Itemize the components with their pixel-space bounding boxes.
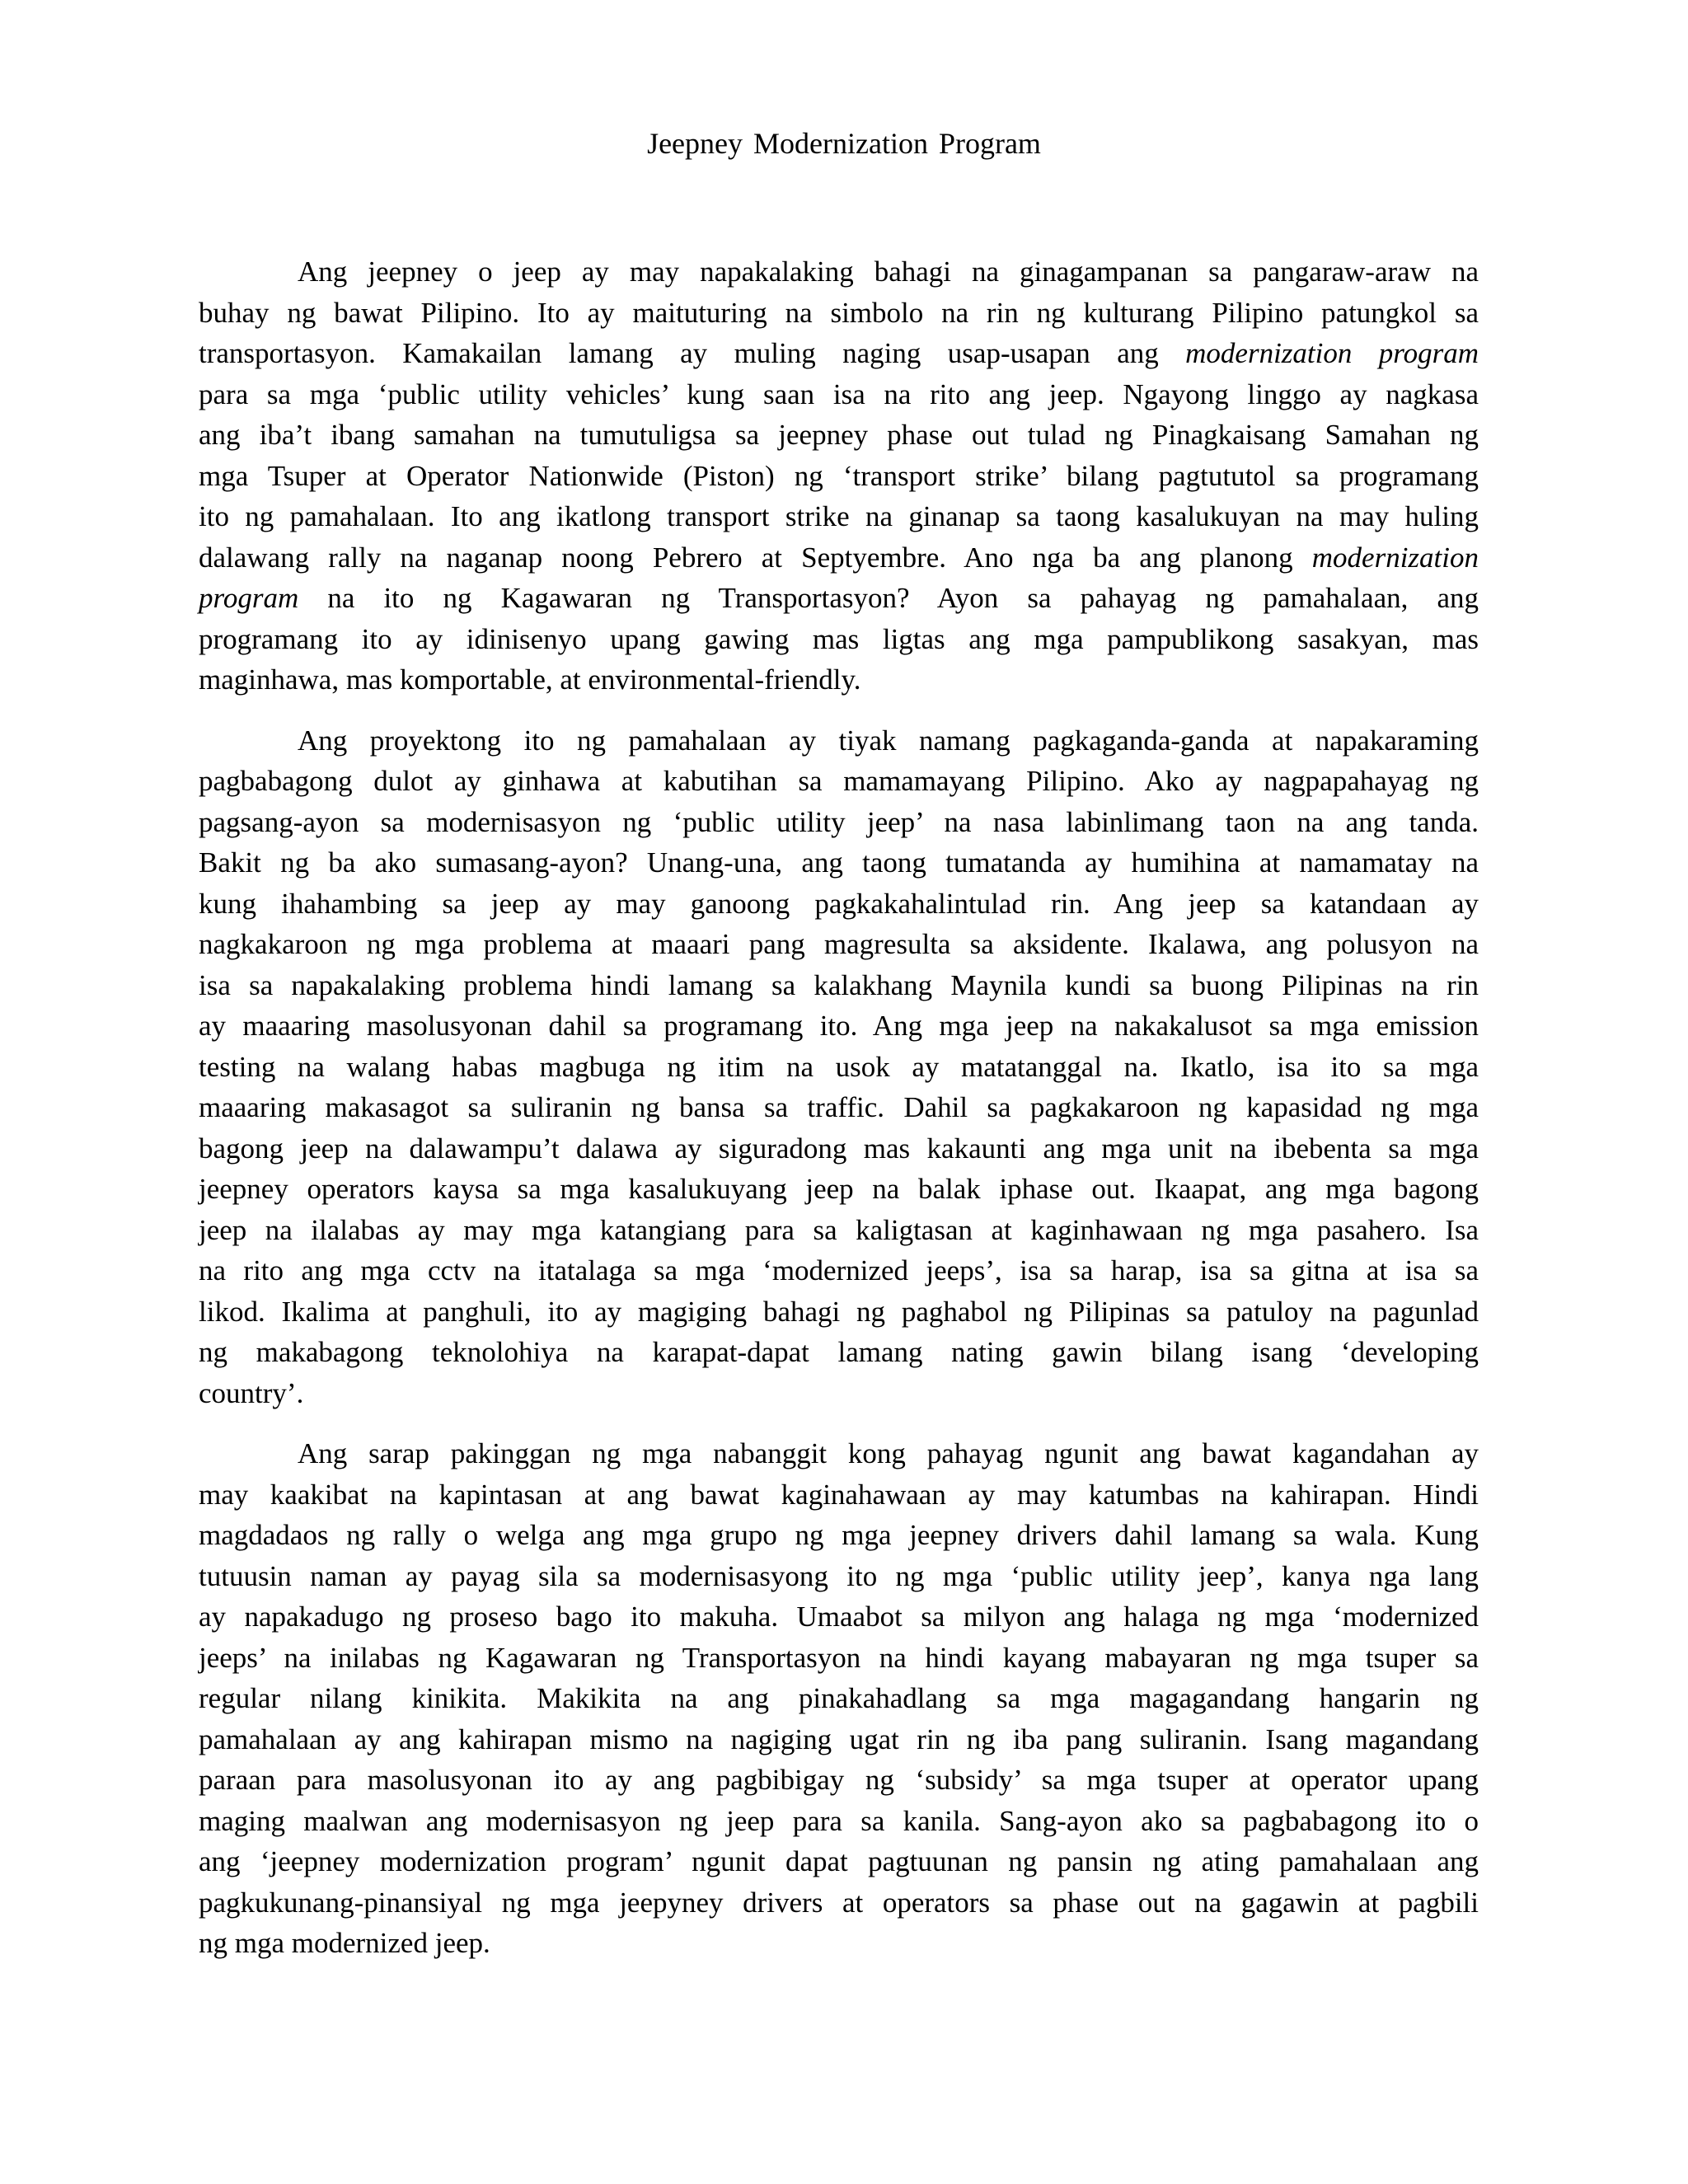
text-line [199, 1923, 1479, 1964]
text-line [199, 1841, 1479, 1882]
text-line [199, 1291, 1479, 1333]
text-run: transportasyon. Kamakailan lamang ay muling naging usap-usapan ang [199, 337, 1186, 369]
text-line [199, 374, 1479, 415]
text-line [199, 1882, 1479, 1924]
text-run: Ang jeepney o jeep ay may napakalaking bahagi na ginagampanan sa pangaraw-araw na [298, 255, 1479, 288]
text-run: maaaring makasagot sa suliranin ng bansa sa traffic. Dahil sa pagkakaroon ng kapasidad ng mga [199, 1091, 1479, 1123]
text-run: Ang proyektong ito ng pamahalaan ay tiyak namang pagkaganda-ganda at napakaraming [298, 724, 1479, 757]
text-run: mga Tsuper at Operator Nationwide (Piston) ng ‘transport strike’ bilang pagtututol sa programang [199, 459, 1479, 492]
text-line [199, 333, 1479, 374]
text-run: ang ‘jeepney modernization program’ ngunit dapat pagtuunan ng pansin ng ating pamahalaan ang [199, 1845, 1479, 1877]
text-line [199, 1760, 1479, 1801]
text-run: ito ng pamahalaan. Ito ang ikatlong transport strike na ginanap sa taong kasalukuyan na may huling [199, 500, 1479, 532]
text-run: Ang sarap pakinggan ng mga nabanggit kong pahayag ngunit ang bawat kagandahan ay [298, 1437, 1479, 1469]
text-line [199, 1047, 1479, 1088]
italic-text: program [199, 582, 299, 614]
text-run: may kaakibat na kapintasan at ang bawat kaginahawaan ay may katumbas na kahirapan. Hindi [199, 1478, 1479, 1511]
text-run: dalawang rally na naganap noong Pebrero at Septyembre. Ano nga ba ang planong [199, 541, 1312, 574]
text-line [199, 1474, 1479, 1516]
text-run: na ito ng Kagawaran ng Transportasyon? Ayon sa pahayag ng pamahalaan, ang [298, 582, 1479, 614]
text-line [199, 1719, 1479, 1760]
text-run: Bakit ng ba ako sumasang-ayon? Unang-una, ang taong tumatanda ay humihina at namamatay na [199, 846, 1479, 879]
text-line [199, 802, 1479, 843]
text-line [199, 1638, 1479, 1679]
text-run: ay napakadugo ng proseso bago ito makuha. Umaabot sa milyon ang halaga ng mga ‘modernized [199, 1601, 1479, 1633]
text-line [199, 1373, 1479, 1414]
text-line [199, 1210, 1479, 1251]
text-run: jeepney operators kaysa sa mga kasalukuyang jeep na balak iphase out. Ikaapat, ang mga bagong [199, 1173, 1479, 1205]
text-run: ng makabagong teknolohiya na karapat-dapat lamang nating gawin bilang isang ‘developing [199, 1336, 1479, 1368]
text-line [199, 842, 1479, 883]
text-run: ang iba’t ibang samahan na tumutuligsa sa jeepney phase out tulad ng Pinagkaisang Samahan ng [199, 419, 1479, 451]
text-run: kung ihahambing sa jeep ay may ganoong pagkakahalintulad rin. Ang jeep sa katandaan ay [199, 887, 1479, 920]
text-line [199, 1087, 1479, 1128]
paragraph-2 [199, 720, 1479, 1414]
text-line [199, 1332, 1479, 1373]
text-line [199, 720, 1479, 762]
text-run: likod. Ikalima at panghuli, ito ay magiging bahagi ng paghabol ng Pilipinas sa patuloy na pagunlad [199, 1295, 1479, 1328]
text-line [199, 1005, 1479, 1047]
text-run: isa sa napakalaking problema hindi lamang sa kalakhang Maynila kundi sa buong Pilipinas na rin [199, 968, 1479, 1001]
italic-text: modernization program [1185, 337, 1479, 369]
text-line [199, 251, 1479, 293]
text-run: bagong jeep na dalawampu’t dalawa ay siguradong mas kakaunti ang mga unit na ibebenta sa mga [199, 1132, 1479, 1165]
text-line [199, 456, 1479, 497]
text-line [199, 1169, 1479, 1210]
text-line [199, 293, 1479, 334]
text-run: maging maalwan ang modernisasyon ng jeep para sa kanila. Sang-ayon ako sa pagbabagong ito o [199, 1804, 1479, 1837]
text-run: magdadaos ng rally o welga ang mga grupo ng mga jeepney drivers dahil lamang sa wala. Kung [199, 1519, 1479, 1551]
text-line [199, 1678, 1479, 1719]
text-line [199, 1515, 1479, 1556]
text-run: country’. [199, 1376, 304, 1409]
text-line [199, 761, 1479, 802]
text-line [199, 1556, 1479, 1597]
text-line [199, 1596, 1479, 1638]
paragraph-3 [199, 1433, 1479, 1964]
text-run: ng mga modernized jeep. [199, 1927, 490, 1959]
page-title: Jeepney Modernization Program [647, 127, 1041, 160]
text-run: regular nilang kinikita. Makikita na ang pinakahadlang sa mga magagandang hangarin ng [199, 1682, 1479, 1714]
text-line [199, 1433, 1479, 1474]
italic-text: modernization [1311, 541, 1479, 574]
text-run: para sa mga ‘public utility vehicles’ kung saan isa na rito ang jeep. Ngayong linggo ay nagkasa [199, 377, 1479, 410]
text-line [199, 659, 1479, 701]
text-line [199, 1250, 1479, 1291]
text-run: na rito ang mga cctv na itatalaga sa mga ‘modernized jeeps’, isa sa harap, isa sa gitna at isa sa [199, 1254, 1479, 1286]
text-line [199, 619, 1479, 660]
text-line [199, 578, 1479, 619]
text-run: nagkakaroon ng mga problema at maaari pang magresulta sa aksidente. Ikalawa, ang polusyon na [199, 928, 1479, 960]
text-line [199, 1128, 1479, 1169]
text-run: programang ito ay idinisenyo upang gawing mas ligtas ang mga pampublikong sasakyan, mas [199, 622, 1479, 655]
text-run: maginhawa, mas komportable, at environmental-friendly. [199, 663, 861, 696]
text-line [199, 415, 1479, 456]
text-run: pagkukunang-pinansiyal ng mga jeepyney drivers at operators sa phase out na gagawin at pagbili [199, 1886, 1479, 1919]
text-line [199, 965, 1479, 1006]
text-line [199, 924, 1479, 965]
text-run: jeep na ilalabas ay may mga katangiang para sa kaligtasan at kaginhawaan ng mga pasahero. Isa [199, 1213, 1479, 1246]
text-run: pagsang-ayon sa modernisasyon ng ‘public utility jeep’ na nasa labinlimang taon na ang tanda. [199, 805, 1479, 838]
text-run: testing na walang habas magbuga ng itim na usok ay matatanggal na. Ikatlo, isa ito sa mga [199, 1050, 1479, 1083]
text-run: ay maaaring masolusyonan dahil sa programang ito. Ang mga jeep na nakakalusot sa mga emission [199, 1010, 1479, 1042]
paragraph-1 [199, 251, 1479, 701]
text-run: jeeps’ na inilabas ng Kagawaran ng Transportasyon na hindi kayang mabayaran ng mga tsuper sa [199, 1641, 1479, 1674]
text-line [199, 537, 1479, 579]
text-run: pamahalaan ay ang kahirapan mismo na nagiging ugat rin ng iba pang suliranin. Isang magandang [199, 1722, 1479, 1755]
text-line [199, 1801, 1479, 1842]
text-line [199, 496, 1479, 537]
text-run: paraan para masolusyonan ito ay ang pagbibigay ng ‘subsidy’ sa mga tsuper at operator upang [199, 1764, 1479, 1796]
text-run: tutuusin naman ay payag sila sa modernisasyong ito ng mga ‘public utility jeep’, kanya nga lang [199, 1559, 1479, 1592]
text-line [199, 883, 1479, 925]
document-body [199, 251, 1479, 1964]
text-run: pagbabagong dulot ay ginhawa at kabutihan sa mamamayang Pilipino. Ako ay nagpapahayag ng [199, 765, 1479, 797]
text-run: buhay ng bawat Pilipino. Ito ay maituturing na simbolo na rin ng kulturang Pilipino patungkol sa [199, 296, 1479, 329]
